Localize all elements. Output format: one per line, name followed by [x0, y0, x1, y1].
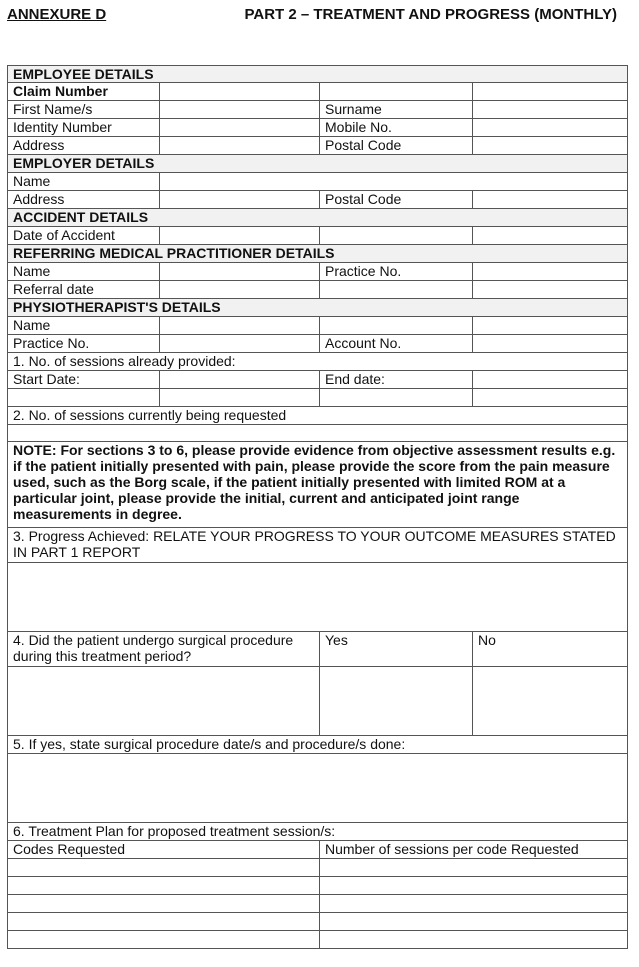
annexure-label: ANNEXURE D — [7, 6, 107, 23]
account-no-label: Account No. — [320, 335, 473, 353]
code-field[interactable] — [8, 913, 320, 931]
end-date-label: End date: — [320, 371, 473, 389]
employee-postal-code-label: Postal Code — [320, 137, 473, 155]
identity-number-field[interactable] — [160, 119, 320, 137]
first-name-label: First Name/s — [8, 101, 160, 119]
physio-name-label: Name — [8, 317, 160, 335]
employer-section-title: EMPLOYER DETAILS — [8, 155, 628, 173]
treatment-form — [7, 65, 628, 949]
physio-name-field[interactable] — [160, 317, 320, 335]
employee-address-label: Address — [8, 137, 160, 155]
blank-cell — [473, 227, 628, 245]
referring-name-label: Name — [8, 263, 160, 281]
blank-cell — [473, 83, 628, 101]
employer-name-label: Name — [8, 173, 160, 191]
sessions-per-code-field[interactable] — [320, 913, 628, 931]
employee-postal-code-field[interactable] — [473, 137, 628, 155]
sessions-requested-field[interactable] — [8, 425, 628, 442]
sessions-per-code-field[interactable] — [320, 859, 628, 877]
surname-label: Surname — [320, 101, 473, 119]
employer-postal-code-field[interactable] — [473, 191, 628, 209]
surgery-yes-option[interactable]: Yes — [320, 632, 473, 667]
end-date-field[interactable] — [473, 371, 628, 389]
blank-cell — [473, 317, 628, 335]
identity-number-label: Identity Number — [8, 119, 160, 137]
progress-label: 3. Progress Achieved: RELATE YOUR PROGRESS TO YOUR OUTCOME MEASURES STATED IN PART 1 REPORT — [8, 528, 628, 563]
employer-name-field[interactable] — [160, 173, 628, 191]
surgery-details-field[interactable] — [8, 754, 628, 823]
blank-cell — [320, 317, 473, 335]
surgery-yes-field[interactable] — [320, 667, 473, 736]
start-date-label: Start Date: — [8, 371, 160, 389]
blank-cell — [473, 281, 628, 299]
blank-cell — [160, 389, 320, 407]
code-field[interactable] — [8, 859, 320, 877]
physio-practice-label: Practice No. — [8, 335, 160, 353]
surgery-no-option[interactable]: No — [473, 632, 628, 667]
sessions-requested-label: 2. No. of sessions currently being requested — [8, 407, 628, 425]
employee-section-title: EMPLOYEE DETAILS — [8, 66, 628, 83]
surgery-question: 4. Did the patient undergo surgical procedure during this treatment period? — [8, 632, 320, 667]
accident-section-title: ACCIDENT DETAILS — [8, 209, 628, 227]
employer-postal-code-label: Postal Code — [320, 191, 473, 209]
accident-date-label: Date of Accident — [8, 227, 160, 245]
referring-name-field[interactable] — [160, 263, 320, 281]
blank-cell — [320, 281, 473, 299]
code-field[interactable] — [8, 895, 320, 913]
accident-date-field[interactable] — [160, 227, 320, 245]
claim-number-field[interactable] — [160, 83, 320, 101]
blank-cell — [473, 389, 628, 407]
account-no-field[interactable] — [473, 335, 628, 353]
referring-practice-field[interactable] — [473, 263, 628, 281]
sessions-per-code-header: Number of sessions per code Requested — [320, 841, 628, 859]
referring-section-title: REFERRING MEDICAL PRACTITIONER DETAILS — [8, 245, 628, 263]
employee-address-field[interactable] — [160, 137, 320, 155]
codes-requested-header: Codes Requested — [8, 841, 320, 859]
blank-cell — [320, 389, 473, 407]
surgery-notes-field[interactable] — [8, 667, 320, 736]
blank-cell — [8, 389, 160, 407]
start-date-field[interactable] — [160, 371, 320, 389]
progress-field[interactable] — [8, 563, 628, 632]
employer-address-label: Address — [8, 191, 160, 209]
employer-address-field[interactable] — [160, 191, 320, 209]
sessions-provided-label: 1. No. of sessions already provided: — [8, 353, 628, 371]
treatment-plan-label: 6. Treatment Plan for proposed treatment session/s: — [8, 823, 628, 841]
physio-practice-field[interactable] — [160, 335, 320, 353]
mobile-label: Mobile No. — [320, 119, 473, 137]
mobile-field[interactable] — [473, 119, 628, 137]
first-name-field[interactable] — [160, 101, 320, 119]
surgery-details-label: 5. If yes, state surgical procedure date/s and procedure/s done: — [8, 736, 628, 754]
blank-cell — [320, 227, 473, 245]
sessions-per-code-field[interactable] — [320, 895, 628, 913]
code-field[interactable] — [8, 877, 320, 895]
referring-practice-label: Practice No. — [320, 263, 473, 281]
referral-date-label: Referral date — [8, 281, 160, 299]
physio-section-title: PHYSIOTHERAPIST'S DETAILS — [8, 299, 628, 317]
sessions-per-code-field[interactable] — [320, 931, 628, 949]
surgery-no-field[interactable] — [473, 667, 628, 736]
surname-field[interactable] — [473, 101, 628, 119]
blank-cell — [320, 83, 473, 101]
sessions-per-code-field[interactable] — [320, 877, 628, 895]
part-title: PART 2 – TREATMENT AND PROGRESS (MONTHLY) — [244, 6, 617, 23]
referral-date-field[interactable] — [160, 281, 320, 299]
claim-number-label: Claim Number — [8, 83, 160, 101]
code-field[interactable] — [8, 931, 320, 949]
assessment-note: NOTE: For sections 3 to 6, please provide evidence from objective assessment results e.g. if the patient initially presented with pain, please provide the score from the pain measure used, such as the Borg scale, if the patient initially presented with limited ROM at a particular joint, please provide the initial, current and anticipated joint range measurements in degree. — [8, 442, 628, 528]
